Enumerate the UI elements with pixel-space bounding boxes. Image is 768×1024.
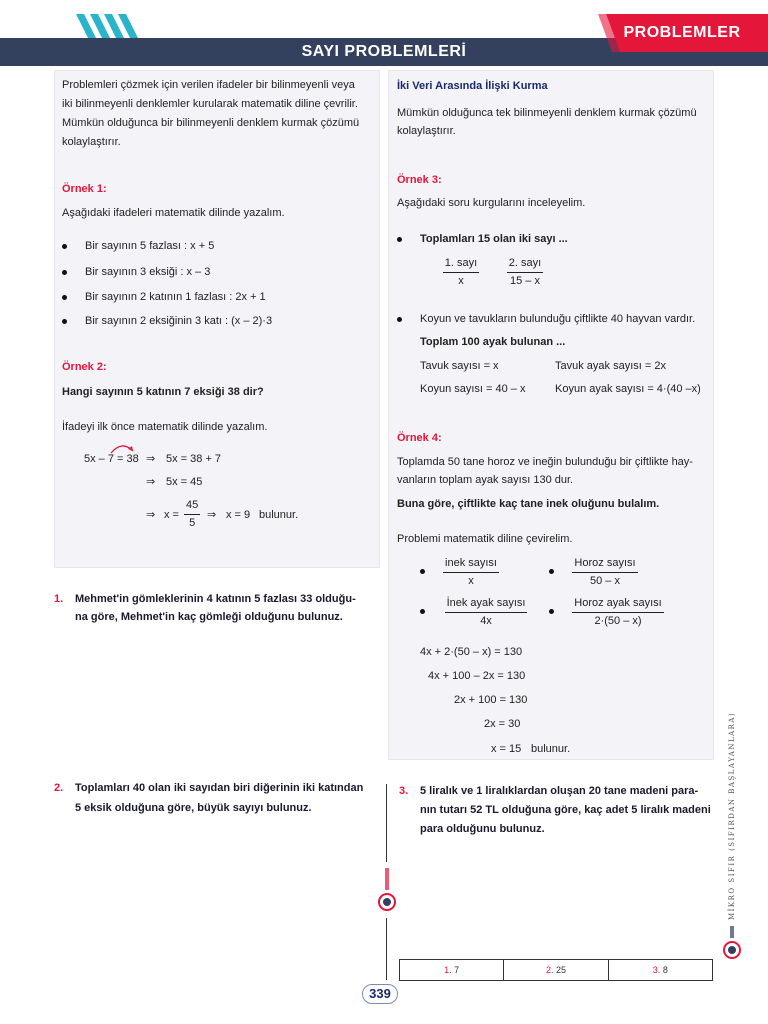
equation-suffix: bulunur.	[259, 509, 299, 521]
question-text: 5 liralık ve 1 liralıklardan oluşan 20 tane madeni para-	[420, 785, 699, 797]
example-2-text: İfadeyi ilk önce matematik dilinde yazalım.	[62, 421, 268, 433]
equation-line: x =	[164, 509, 179, 521]
bullet-dot	[549, 609, 554, 614]
example-2-title: Örnek 2:	[62, 361, 107, 373]
question-text: na göre, Mehmet'in kaç gömleği olduğunu bulunuz.	[75, 611, 343, 623]
implies-arrow: ⇒	[207, 509, 217, 521]
intro-line: iki bilinmeyenli denklemler kurularak matematik diline çevrilir.	[62, 98, 358, 110]
example-4-title: Örnek 4:	[397, 432, 442, 444]
example-1-bullet: Bir sayının 2 eksiğinin 3 katı : (x – 2)·3	[85, 315, 273, 327]
question-text: nın tutarı 52 TL olduğuna göre, kaç adet 5 liralık madeni	[420, 804, 711, 816]
example-4-text: vanların toplam ayak sayısı 130 dur.	[397, 474, 574, 486]
bullet-dot	[420, 609, 425, 614]
header-stripes-decoration	[76, 14, 146, 38]
bullet-dot	[420, 569, 425, 574]
equation-line: 2x = 30	[484, 718, 521, 730]
equation-line: 4x + 100 – 2x = 130	[428, 670, 526, 682]
equation-suffix: bulunur.	[531, 743, 571, 755]
intro-line: Mümkün olduğunca tek bilinmeyenli denklem kurmak çözümü	[397, 107, 697, 119]
bullet-dot	[397, 237, 402, 242]
equation-line: 4x + 2·(50 – x) = 130	[420, 646, 523, 658]
bullet-dot	[62, 319, 67, 324]
bullet-dot	[62, 270, 67, 275]
bullet-dot	[62, 295, 67, 300]
answer-cell: 2. 25	[504, 960, 608, 980]
page-number: 339	[362, 984, 398, 1004]
bullet-dot	[397, 317, 402, 322]
implies-arrow: ⇒	[146, 476, 156, 488]
intro-line: Mümkün olduğunca bir bilinmeyenli denklem kurmak çözümü	[62, 117, 360, 129]
bullet-dot	[549, 569, 554, 574]
fraction: inek sayısı x	[445, 557, 497, 587]
relation-text: Tavuk ayak sayısı = 2x	[555, 360, 666, 372]
question-text: Mehmet'in gömleklerinin 4 katının 5 fazlası 33 olduğu-	[75, 593, 356, 605]
fraction: Horoz ayak sayısı 2·(50 – x)	[574, 597, 662, 627]
example-3-text: Aşağıdaki soru kurgularını inceleyelim.	[397, 197, 586, 209]
question-number: 2.	[54, 782, 64, 794]
equation-line: 5x – 7 = 38	[84, 453, 139, 465]
relation-text: Tavuk sayısı = x	[420, 360, 499, 372]
intro-line: Problemleri çözmek için verilen ifadeler bir bilinmeyenli veya	[62, 79, 355, 91]
example-3-title: Örnek 3:	[397, 174, 442, 186]
example-4-question: Buna göre, çiftlikte kaç tane inek oluğunu bulalım.	[397, 498, 660, 510]
logo-seal-icon	[722, 924, 742, 964]
example-1-bullet: Bir sayının 3 eksiği : x – 3	[85, 266, 211, 278]
equation-line: 2x + 100 = 130	[454, 694, 528, 706]
equation-line: 5x = 38 + 7	[166, 453, 222, 465]
example-1-title: Örnek 1:	[62, 183, 107, 195]
example-1-text: Aşağıdaki ifadeleri matematik dilinde yazalım.	[62, 207, 285, 219]
example-2-question: Hangi sayının 5 katının 7 eksiği 38 dir?	[62, 386, 264, 398]
intro-line: kolaylaştırır.	[397, 125, 456, 137]
page-title: SAYI PROBLEMLERİ	[301, 43, 467, 60]
question-text: para olduğunu bulunuz.	[420, 823, 545, 835]
example-3-bullet: Toplamları 15 olan iki sayı ...	[420, 233, 568, 245]
side-series-label: MİKRO SIFIR (SIFIRDAN BAŞLAYANLARA)	[728, 711, 736, 920]
answer-cell: 3. 8	[652, 965, 668, 975]
section-badge-label: PROBLEMLER	[623, 24, 741, 41]
implies-arrow: ⇒	[146, 453, 156, 465]
column-divider	[386, 784, 387, 862]
question-text: Toplamları 40 olan iki sayıdan biri diğerinin iki katından	[75, 782, 364, 794]
implies-arrow: ⇒	[146, 509, 156, 521]
fraction: Horoz sayısı 50 – x	[574, 557, 636, 587]
logo-seal-icon	[377, 864, 397, 916]
fraction: 1. sayı x	[444, 257, 478, 287]
column-divider	[386, 918, 387, 980]
bullet-dot	[62, 244, 67, 249]
question-text: 5 eksik olduğuna göre, büyük sayıyı bulunuz.	[75, 802, 312, 814]
question-number: 3.	[399, 785, 409, 797]
fraction: 2. sayı 15 – x	[508, 257, 542, 287]
example-3-bullet: Koyun ve tavukların bulunduğu çiftlikte 40 hayvan vardır.	[420, 313, 696, 325]
equation-line: x = 15	[491, 743, 522, 755]
answer-key	[399, 959, 713, 981]
question-number: 1.	[54, 593, 64, 605]
relation-text: Koyun sayısı = 40 – x	[420, 383, 526, 395]
relation-text: Koyun ayak sayısı = 4·(40 –x)	[555, 383, 701, 395]
equation-line: x = 9	[226, 509, 251, 521]
example-4-text: Toplamda 50 tane horoz ve ineğin bulunduğu bir çiftlikte hay-	[397, 456, 693, 468]
example-1-bullet: Bir sayının 2 katının 1 fazlası : 2x + 1	[85, 291, 266, 303]
equation-line: 5x = 45	[166, 476, 203, 488]
example-4-text: Problemi matematik diline çevirelim.	[397, 533, 573, 545]
section-heading: İki Veri Arasında İlişki Kurma	[397, 80, 548, 92]
answer-cell: 1. 7	[400, 960, 504, 980]
example-1-bullet: Bir sayının 5 fazlası : x + 5	[85, 240, 215, 252]
fraction: İnek ayak sayısı 4x	[446, 597, 526, 627]
example-3-bullet-bold: Toplam 100 ayak bulunan ...	[420, 336, 566, 348]
intro-line: kolaylaştırır.	[62, 136, 121, 148]
fraction: $\frac{45}{5}$	[186, 499, 199, 529]
